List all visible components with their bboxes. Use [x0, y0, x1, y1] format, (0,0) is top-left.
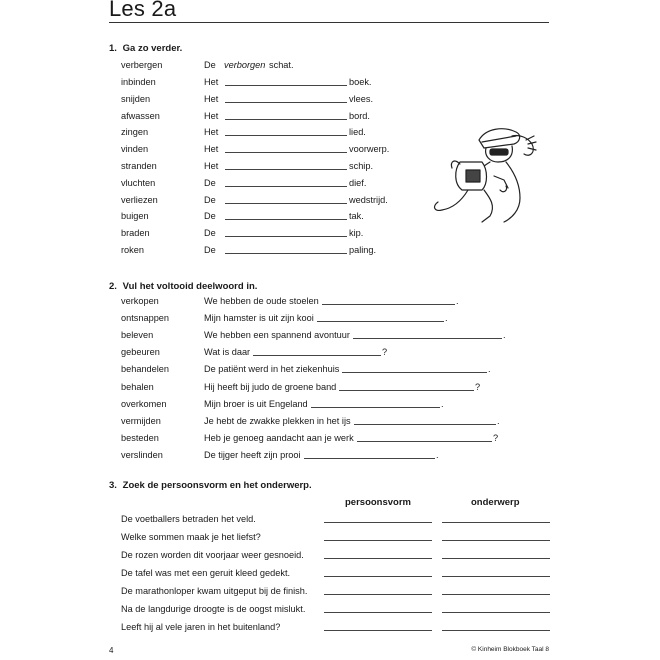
onderwerp-blank[interactable] [442, 576, 550, 577]
row-end-punctuation: . [497, 415, 500, 426]
title-divider [109, 22, 549, 23]
row-verb: afwassen [121, 110, 160, 121]
row-article: De [204, 228, 216, 239]
section2-row [121, 430, 521, 446]
row-noun: tak. [349, 211, 364, 222]
section3-row [121, 529, 561, 545]
row-sentence: Leeft hij al vele jaren in het buitenland? [121, 622, 281, 632]
section1-title: Ga zo verder. [122, 43, 183, 54]
answer-blank[interactable] [253, 355, 381, 356]
persoonsvorm-blank[interactable] [324, 522, 432, 523]
answer-blank[interactable] [311, 407, 440, 408]
row-article: Het [204, 161, 219, 171]
row-verb: buigen [121, 211, 149, 222]
section3-row [121, 547, 561, 563]
persoonsvorm-blank[interactable] [324, 630, 432, 631]
example-verb: verbergen [121, 60, 163, 70]
row-noun: dief. [349, 177, 367, 188]
section3-row [121, 583, 561, 599]
column-header-persoonsvorm: persoonsvorm [345, 497, 411, 508]
row-article: Het [204, 144, 219, 155]
onderwerp-blank[interactable] [442, 630, 550, 631]
section3-row [121, 619, 561, 635]
section1-row [121, 192, 421, 208]
row-verb: verslinden [121, 449, 163, 460]
persoonsvorm-blank[interactable] [324, 558, 432, 559]
row-sentence: Je hebt de zwakke plekken in het ijs [204, 415, 351, 426]
section1-row [121, 242, 421, 258]
row-verb: vinden [121, 144, 149, 155]
answer-blank[interactable] [357, 441, 492, 442]
answer-blank[interactable] [225, 119, 347, 120]
onderwerp-blank[interactable] [442, 594, 550, 595]
row-end-punctuation: ? [475, 381, 481, 392]
row-article: De [204, 194, 216, 205]
section2-title: Vul het voltooid deelwoord in. [122, 281, 258, 292]
section2-row [121, 293, 521, 309]
row-noun: vlees. [349, 93, 374, 104]
row-sentence: Wat is daar [204, 347, 251, 358]
row-noun: wedstrijd. [349, 194, 388, 205]
row-verb: verliezen [121, 194, 158, 205]
row-sentence: Mijn hamster is uit zijn kooi [204, 313, 314, 324]
row-noun: bord. [349, 110, 370, 121]
answer-blank[interactable] [225, 219, 347, 220]
row-sentence: De marathonloper kwam uitgeput bij de finish. [121, 586, 308, 596]
example-participle: verborgen [224, 60, 266, 70]
persoonsvorm-blank[interactable] [324, 540, 432, 541]
row-verb: roken [121, 245, 144, 255]
row-sentence: De tafel was met een geruit kleed gedekt. [121, 568, 291, 578]
row-verb: behalen [121, 381, 154, 392]
answer-blank[interactable] [317, 321, 444, 322]
section1-row [121, 141, 421, 157]
answer-blank[interactable] [225, 102, 347, 103]
section2-heading [109, 281, 257, 292]
persoonsvorm-blank[interactable] [324, 612, 432, 613]
section3-heading [109, 480, 312, 491]
row-sentence: We hebben de oude stoelen [204, 296, 319, 306]
answer-blank[interactable] [339, 390, 474, 391]
section2-row [121, 413, 521, 429]
onderwerp-blank[interactable] [442, 558, 550, 559]
row-verb: overkomen [121, 398, 167, 409]
answer-blank[interactable] [225, 152, 347, 153]
row-end-punctuation: ? [493, 432, 499, 443]
example-article: De [204, 60, 216, 70]
column-header-onderwerp: onderwerp [471, 497, 520, 508]
row-noun: boek. [349, 77, 372, 87]
row-article: De [204, 177, 216, 188]
row-sentence: Heb je genoeg aandacht aan je werk [204, 432, 354, 443]
row-end-punctuation: . [441, 398, 444, 409]
row-article: De [204, 245, 216, 255]
answer-blank[interactable] [225, 169, 347, 170]
row-noun: kip. [349, 228, 364, 239]
section3-title: Zoek de persoonsvorm en het onderwerp. [122, 480, 312, 491]
answer-blank[interactable] [304, 458, 435, 459]
thief-illustration [424, 118, 544, 228]
row-verb: ontsnappen [121, 313, 170, 324]
answer-blank[interactable] [225, 203, 347, 204]
row-verb: vermijden [121, 415, 161, 426]
answer-blank[interactable] [225, 236, 347, 237]
row-noun: schip. [349, 161, 374, 171]
row-verb: besteden [121, 432, 159, 443]
section2-row [121, 344, 521, 360]
answer-blank[interactable] [322, 304, 455, 305]
row-sentence: Mijn broer is uit Engeland [204, 398, 308, 409]
copyright-notice: © Kinheim Blokboek Taal 8 [471, 646, 549, 653]
row-end-punctuation: . [456, 296, 459, 306]
section2-number: 2. [109, 281, 117, 292]
page-title: Les 2a [109, 0, 177, 21]
answer-blank[interactable] [354, 424, 496, 425]
section1-row [121, 175, 421, 191]
row-end-punctuation: . [436, 449, 439, 460]
example-noun: schat. [269, 60, 294, 70]
row-sentence: Welke sommen maak je het liefst? [121, 532, 261, 542]
section1-number: 1. [109, 43, 117, 54]
section3-row [121, 601, 561, 617]
row-sentence: We hebben een spannend avontuur [204, 330, 350, 341]
section1-example-row [121, 57, 421, 73]
section2-row [121, 310, 521, 326]
section1-row [121, 225, 421, 241]
section3-row [121, 565, 561, 581]
row-noun: voorwerp. [349, 144, 390, 155]
persoonsvorm-blank[interactable] [324, 576, 432, 577]
section2-row [121, 327, 521, 343]
section1-row [121, 124, 421, 140]
row-sentence: Hij heeft bij judo de groene band [204, 381, 337, 392]
answer-blank[interactable] [225, 253, 347, 254]
section1-row [121, 208, 421, 224]
row-verb: behandelen [121, 364, 170, 375]
section3-number: 3. [109, 480, 117, 491]
row-sentence: De voetballers betraden het veld. [121, 514, 256, 524]
row-sentence: Na de langdurige droogte is de oogst mislukt. [121, 604, 306, 614]
onderwerp-blank[interactable] [442, 540, 550, 541]
row-verb: inbinden [121, 77, 156, 87]
row-end-punctuation: . [503, 330, 506, 341]
answer-blank[interactable] [342, 372, 487, 373]
answer-blank[interactable] [225, 135, 347, 136]
row-sentence: De patiënt werd in het ziekenhuis [204, 364, 340, 375]
row-end-punctuation: . [445, 313, 448, 324]
row-verb: gebeuren [121, 347, 160, 358]
row-article: Het [204, 110, 219, 121]
row-verb: zingen [121, 127, 149, 138]
row-article: Het [204, 93, 219, 104]
row-article: De [204, 211, 216, 222]
section1-row [121, 158, 421, 174]
row-verb: vluchten [121, 177, 156, 188]
section1-row [121, 74, 421, 90]
section1-row [121, 91, 421, 107]
section1-heading [109, 43, 182, 54]
section3-row [121, 511, 561, 527]
persoonsvorm-blank[interactable] [324, 594, 432, 595]
section2-row [121, 447, 521, 463]
row-sentence: De rozen worden dit voorjaar weer gesnoeid. [121, 550, 304, 560]
row-end-punctuation: ? [382, 347, 388, 358]
answer-blank[interactable] [225, 186, 347, 187]
row-verb: verkopen [121, 296, 159, 306]
section1-row [121, 108, 421, 124]
row-article: Het [204, 127, 219, 138]
row-verb: braden [121, 228, 150, 239]
onderwerp-blank[interactable] [442, 612, 550, 613]
row-verb: snijden [121, 93, 151, 104]
row-end-punctuation: . [488, 364, 491, 375]
onderwerp-blank[interactable] [442, 522, 550, 523]
row-verb: stranden [121, 161, 157, 171]
row-noun: lied. [349, 127, 366, 138]
row-verb: beleven [121, 330, 154, 341]
page-number: 4 [109, 646, 114, 655]
answer-blank[interactable] [353, 338, 502, 339]
row-article: Het [204, 77, 219, 87]
section2-row [121, 379, 521, 395]
row-sentence: De tijger heeft zijn prooi [204, 449, 301, 460]
row-noun: paling. [349, 245, 377, 255]
section2-row [121, 361, 521, 377]
answer-blank[interactable] [225, 85, 347, 86]
section2-row [121, 396, 521, 412]
